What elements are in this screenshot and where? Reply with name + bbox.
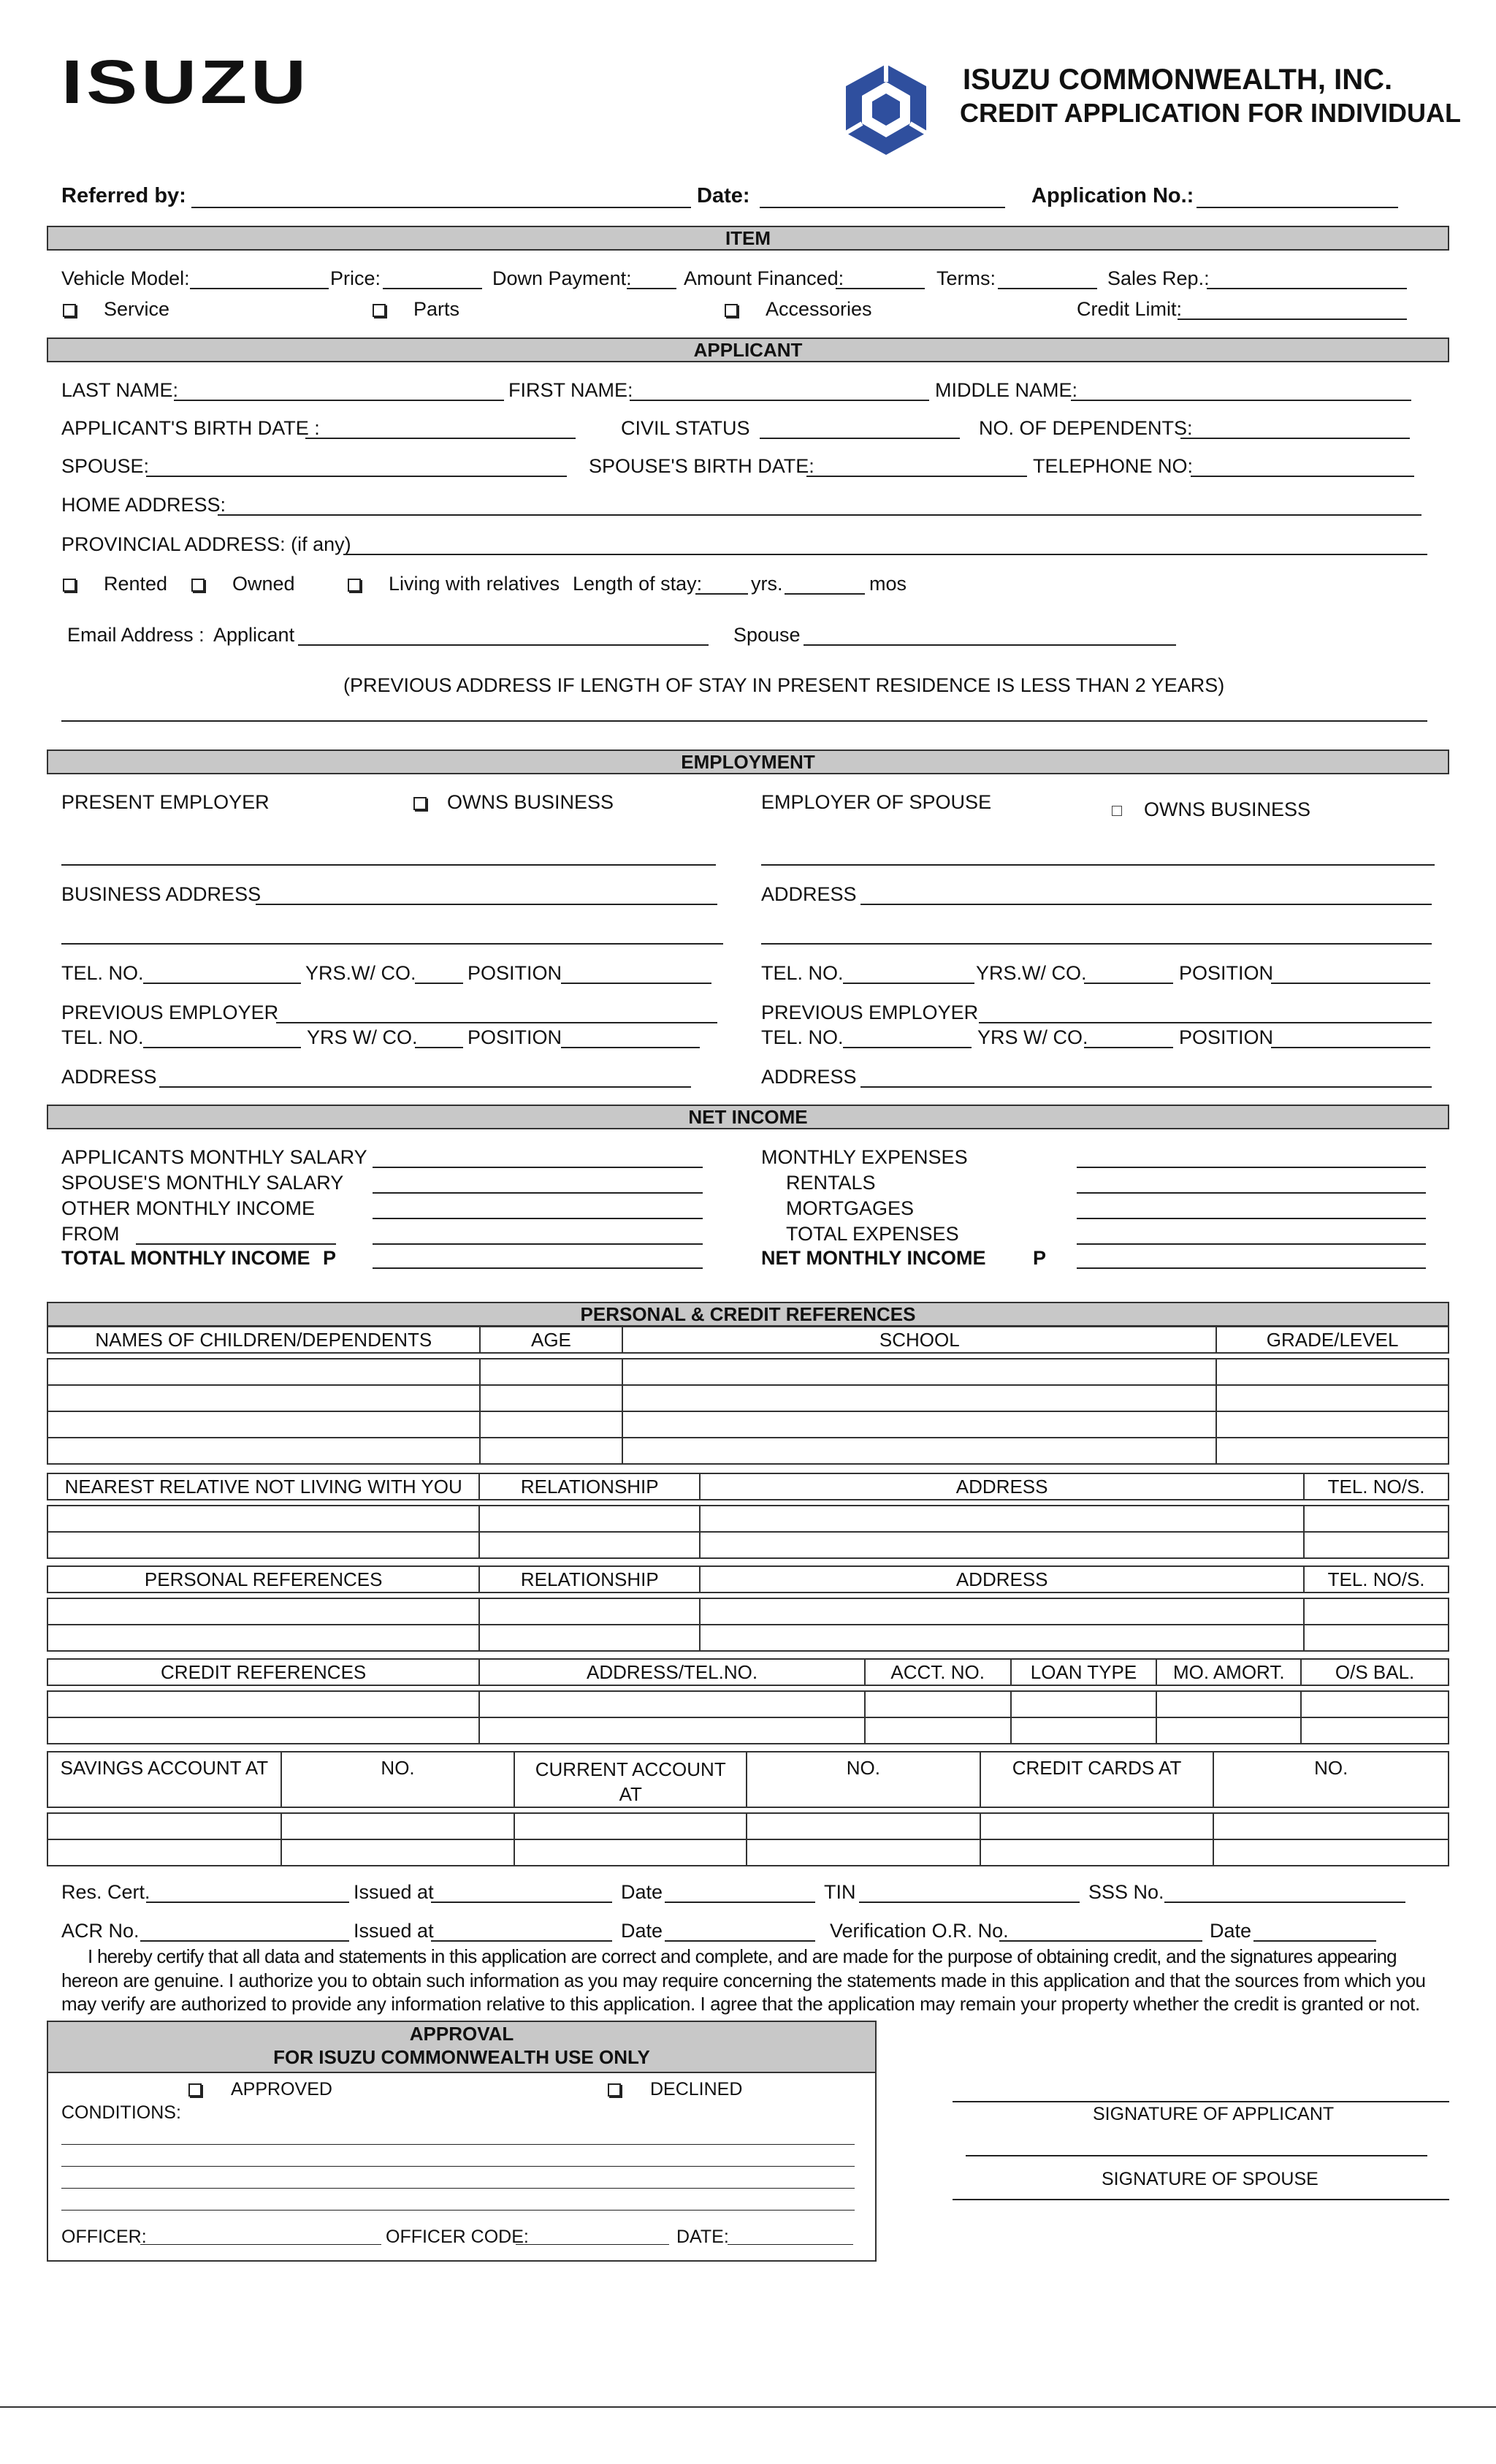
officer-field[interactable] — [140, 2244, 381, 2245]
rentals-field[interactable] — [1077, 1192, 1426, 1194]
table-row[interactable] — [47, 1598, 1449, 1625]
officer-code-label: OFFICER CODE: — [386, 2227, 529, 2247]
living-relatives-label: Living with relatives — [389, 573, 560, 595]
verification-date-field[interactable] — [1253, 1940, 1376, 1942]
business-address-field[interactable] — [256, 904, 717, 905]
col-school: SCHOOL — [622, 1327, 1216, 1353]
business-address-field-2[interactable] — [61, 943, 723, 945]
stay-months-field[interactable] — [785, 593, 865, 595]
prev-tel-no-field[interactable] — [143, 1047, 301, 1048]
rentals-label: RENTALS — [786, 1172, 876, 1194]
res-issued-at-field[interactable] — [431, 1902, 612, 1903]
spouse-prev-yrs-w-co-label: YRS W/ CO. — [977, 1026, 1088, 1048]
middle-name-field[interactable] — [1071, 400, 1411, 401]
personal-references-table — [47, 1565, 1449, 1652]
acr-label: ACR No. — [61, 1920, 140, 1942]
mortgages-field[interactable] — [1077, 1218, 1426, 1219]
col-mo-amort: MO. AMORT. — [1156, 1659, 1301, 1685]
accessories-label: Accessories — [766, 298, 872, 320]
referred-by-field[interactable] — [191, 207, 691, 208]
email-applicant-label: Applicant — [213, 624, 295, 646]
conditions-line-3[interactable] — [61, 2188, 855, 2189]
price-label: Price: — [330, 267, 381, 289]
table-header-row — [47, 1473, 1449, 1500]
living-relatives-option[interactable] — [348, 572, 560, 595]
res-cert-label: Res. Cert. — [61, 1881, 150, 1903]
spouse-employer-field[interactable] — [761, 864, 1435, 866]
col-address: ADDRESS — [700, 1473, 1304, 1500]
email-address-label: Email Address : — [67, 624, 205, 646]
net-income-currency: P — [1033, 1247, 1047, 1269]
res-cert-field[interactable] — [146, 1902, 349, 1903]
col-os-bal: O/S BAL. — [1301, 1659, 1449, 1685]
owns-business-option[interactable] — [413, 790, 614, 814]
col-tel-nos: TEL. NO/S. — [1304, 1566, 1449, 1593]
spouse-prev-yrs-w-co-field[interactable] — [1084, 1047, 1173, 1048]
col-age: AGE — [480, 1327, 623, 1353]
table-row[interactable] — [47, 1717, 1449, 1744]
spouse-address-field[interactable] — [860, 904, 1432, 905]
other-income-label: OTHER MONTHLY INCOME — [61, 1197, 316, 1219]
vehicle-model-label: Vehicle Model: — [61, 267, 190, 289]
owns-business-spouse-label: OWNS BUSINESS — [1144, 798, 1311, 820]
previous-employer-field[interactable] — [276, 1022, 717, 1023]
col-relationship: RELATIONSHIP — [479, 1473, 700, 1500]
email-spouse-label: Spouse — [733, 624, 801, 646]
declined-option[interactable] — [608, 2078, 742, 2101]
relative-table — [47, 1473, 1449, 1559]
acr-issued-at-label: Issued at — [354, 1920, 434, 1942]
spouse-prev-address-field[interactable] — [860, 1086, 1432, 1088]
prev-position-field[interactable] — [561, 1047, 700, 1048]
table-header-row — [47, 1566, 1449, 1593]
col-cards-no: NO. — [1213, 1752, 1449, 1807]
prev-yrs-w-co-field[interactable] — [415, 1047, 463, 1048]
section-applicant: APPLICANT — [47, 337, 1449, 362]
price-field[interactable] — [383, 288, 482, 289]
service-checkbox[interactable] — [63, 304, 76, 317]
service-option[interactable] — [63, 297, 169, 321]
rented-checkbox[interactable] — [63, 579, 76, 592]
spouse-birth-label: SPOUSE'S BIRTH DATE: — [589, 455, 814, 477]
spouse-position-field[interactable] — [1271, 983, 1430, 984]
spouse-tel-no-label: TEL. NO. — [761, 962, 844, 984]
spouse-prev-tel-no-field[interactable] — [843, 1047, 972, 1048]
spouse-prev-address-label: ADDRESS — [761, 1066, 857, 1088]
col-personal-references: PERSONAL REFERENCES — [47, 1566, 479, 1593]
spouse-position-label: POSITION — [1179, 962, 1274, 984]
living-relatives-checkbox[interactable] — [348, 579, 361, 592]
telephone-field[interactable] — [1191, 476, 1414, 477]
sss-label: SSS No. — [1088, 1881, 1164, 1903]
birth-date-field[interactable] — [305, 438, 576, 439]
spouse-previous-employer-field[interactable] — [979, 1022, 1432, 1023]
conditions-label: CONDITIONS: — [61, 2102, 181, 2123]
credit-limit-field[interactable] — [1178, 319, 1407, 320]
logo-text: ISUZU — [61, 47, 310, 116]
application-no-field[interactable] — [1197, 207, 1398, 208]
accounts-table — [47, 1751, 1449, 1866]
present-employer-label: PRESENT EMPLOYER — [61, 791, 270, 813]
spouse-previous-employer-label: PREVIOUS EMPLOYER — [761, 1002, 979, 1023]
credit-references-table — [47, 1658, 1449, 1744]
other-income-field[interactable] — [373, 1218, 703, 1219]
monthly-expenses-field[interactable] — [1077, 1167, 1426, 1168]
table-row[interactable] — [47, 1438, 1449, 1464]
table-row[interactable] — [47, 1359, 1449, 1385]
applicant-signature-label: SIGNATURE OF APPLICANT — [1093, 2104, 1335, 2124]
sss-field[interactable] — [1164, 1902, 1405, 1903]
stay-years-label: yrs. — [751, 573, 783, 595]
col-savings-account: SAVINGS ACCOUNT AT — [47, 1752, 281, 1807]
table-header-row — [47, 1659, 1449, 1685]
tin-label: TIN — [824, 1881, 856, 1903]
approval-header — [48, 2022, 875, 2073]
application-no-label: Application No.: — [1031, 184, 1194, 207]
table-header-row — [47, 1327, 1449, 1353]
employer-of-spouse-label: EMPLOYER OF SPOUSE — [761, 791, 992, 813]
terms-label: Terms: — [936, 267, 996, 289]
credit-limit-label: Credit Limit: — [1077, 298, 1183, 320]
acr-date-label: Date — [621, 1920, 663, 1942]
certification-line-3: may verify are authorized to provide any information relative to this application. I agree that the application may remain your property whether the credit is granted or not. — [61, 1993, 1420, 2015]
res-date-field[interactable] — [665, 1902, 815, 1903]
tel-no-label: TEL. NO. — [61, 962, 144, 984]
length-of-stay-label: Length of stay: — [573, 573, 703, 595]
prev-yrs-w-co-label: YRS W/ CO. — [307, 1026, 418, 1048]
footer-divider — [0, 2406, 1496, 2408]
spouse-signature-field[interactable] — [966, 2155, 1427, 2156]
home-address-label: HOME ADDRESS: — [61, 494, 226, 516]
owned-option[interactable] — [191, 572, 295, 595]
col-grade-level: GRADE/LEVEL — [1216, 1327, 1449, 1353]
previous-employer-label: PREVIOUS EMPLOYER — [61, 1002, 279, 1023]
spouse-field[interactable] — [146, 476, 567, 477]
spouse-prev-position-field[interactable] — [1271, 1047, 1430, 1048]
from-field[interactable] — [136, 1243, 336, 1245]
terms-field[interactable] — [998, 288, 1097, 289]
spouse-address-label: ADDRESS — [761, 883, 857, 905]
birth-date-label: APPLICANT'S BIRTH DATE : — [61, 417, 320, 439]
from-amount-field[interactable] — [373, 1243, 703, 1245]
down-payment-field[interactable] — [627, 288, 676, 289]
provincial-address-field[interactable] — [343, 554, 1427, 555]
col-current-no: NO. — [747, 1752, 980, 1807]
stay-years-field[interactable] — [695, 593, 748, 595]
present-employer-field[interactable] — [61, 864, 716, 866]
accessories-checkbox[interactable] — [725, 304, 738, 317]
last-name-label: LAST NAME: — [61, 379, 179, 401]
mortgages-label: MORTGAGES — [786, 1197, 915, 1219]
yrs-w-co-field[interactable] — [415, 983, 463, 984]
first-name-field[interactable] — [630, 400, 929, 401]
parts-label: Parts — [413, 298, 460, 320]
isuzu-emblem-icon — [839, 61, 934, 158]
net-income-field[interactable] — [1077, 1267, 1426, 1269]
sales-rep-label: Sales Rep.: — [1107, 267, 1210, 289]
prev-address-label: ADDRESS — [61, 1066, 157, 1088]
col-acct-no: ACCT. NO. — [865, 1659, 1011, 1685]
table-row[interactable] — [47, 1506, 1449, 1532]
table-row[interactable] — [47, 1532, 1449, 1558]
col-tel-nos: TEL. NO/S. — [1304, 1473, 1449, 1500]
owns-business-checkbox[interactable] — [413, 797, 427, 810]
sales-rep-field[interactable] — [1207, 288, 1407, 289]
owns-business-spouse-option[interactable] — [1112, 798, 1310, 821]
position-label: POSITION — [468, 962, 562, 984]
dependents-field[interactable] — [1180, 438, 1410, 439]
spouse-signature-label: SIGNATURE OF SPOUSE — [1102, 2169, 1318, 2189]
col-address-tel: ADDRESS/TEL.NO. — [479, 1659, 865, 1685]
tin-field[interactable] — [859, 1902, 1080, 1903]
approved-option[interactable] — [188, 2078, 332, 2101]
spouse-birth-field[interactable] — [806, 476, 1027, 477]
date-label: Date: — [697, 184, 750, 207]
previous-address-note: (PREVIOUS ADDRESS IF LENGTH OF STAY IN PRESENT RESIDENCE IS LESS THAN 2 YEARS) — [343, 674, 1225, 696]
home-address-field[interactable] — [218, 514, 1421, 516]
table-row[interactable] — [47, 1813, 1449, 1839]
spouse-label: SPOUSE: — [61, 455, 150, 477]
approval-subtitle: FOR ISUZU COMMONWEALTH USE ONLY — [273, 2046, 650, 2068]
res-issued-at-label: Issued at — [354, 1881, 434, 1903]
col-nearest-relative: NEAREST RELATIVE NOT LIVING WITH YOU — [47, 1473, 479, 1500]
col-credit-references: CREDIT REFERENCES — [47, 1659, 479, 1685]
declined-checkbox[interactable] — [608, 2083, 621, 2097]
spouse-signature-bottom-rule — [953, 2199, 1449, 2200]
service-label: Service — [104, 298, 170, 320]
provincial-address-label: PROVINCIAL ADDRESS: (if any) — [61, 533, 351, 555]
col-savings-no: NO. — [281, 1752, 515, 1807]
amount-financed-field[interactable] — [836, 288, 925, 289]
total-income-field[interactable] — [373, 1267, 703, 1269]
declined-label: DECLINED — [650, 2079, 743, 2099]
spouse-address-field-2[interactable] — [761, 943, 1432, 945]
down-payment-label: Down Payment: — [492, 267, 632, 289]
dependents-label: NO. OF DEPENDENTS: — [979, 417, 1193, 439]
verification-date-label: Date — [1210, 1920, 1252, 1942]
approved-checkbox[interactable] — [188, 2083, 202, 2097]
applicant-salary-field[interactable] — [373, 1167, 703, 1168]
col-children-names: NAMES OF CHILDREN/DEPENDENTS — [47, 1327, 480, 1353]
total-expenses-label: TOTAL EXPENSES — [786, 1223, 959, 1245]
parts-option[interactable] — [373, 297, 459, 321]
col-credit-cards: CREDIT CARDS AT — [980, 1752, 1214, 1807]
section-item: ITEM — [47, 226, 1449, 251]
acr-issued-at-field[interactable] — [431, 1940, 612, 1942]
officer-code-field[interactable] — [516, 2244, 669, 2245]
approval-date-field[interactable] — [728, 2244, 853, 2245]
approval-title: APPROVAL — [409, 2023, 514, 2045]
table-row[interactable] — [47, 1411, 1449, 1438]
verification-label: Verification O.R. No. — [830, 1920, 1009, 1942]
rented-label: Rented — [104, 573, 168, 595]
first-name-label: FIRST NAME: — [508, 379, 633, 401]
verification-field[interactable] — [999, 1940, 1202, 1942]
section-net-income: NET INCOME — [47, 1105, 1449, 1129]
owns-business-label: OWNS BUSINESS — [447, 791, 614, 813]
parts-checkbox[interactable] — [373, 304, 386, 317]
prev-address-field[interactable] — [159, 1086, 691, 1088]
amount-financed-label: Amount Financed: — [684, 267, 844, 289]
owns-business-spouse-checkbox[interactable] — [1112, 806, 1122, 816]
email-spouse-field[interactable] — [804, 644, 1176, 646]
conditions-line-4[interactable] — [61, 2210, 855, 2211]
middle-name-label: MIDDLE NAME: — [935, 379, 1078, 401]
res-date-label: Date — [621, 1881, 663, 1903]
certification-line-2: hereon are genuine. I authorize you to obtain such information as you may require concerning the statements made in this application and that the sources from which you — [61, 1969, 1426, 1991]
net-income-label: NET MONTHLY INCOME — [761, 1247, 986, 1269]
civil-status-field[interactable] — [760, 438, 960, 439]
total-income-currency: P — [323, 1247, 337, 1269]
owned-checkbox[interactable] — [191, 579, 205, 592]
section-references: PERSONAL & CREDIT REFERENCES — [47, 1302, 1449, 1327]
col-loan-type: LOAN TYPE — [1011, 1659, 1157, 1685]
prev-position-label: POSITION — [468, 1026, 562, 1048]
total-expenses-field[interactable] — [1077, 1243, 1426, 1245]
table-row[interactable] — [47, 1691, 1449, 1717]
last-name-field[interactable] — [174, 400, 504, 401]
acr-date-field[interactable] — [665, 1940, 815, 1942]
yrs-w-co-label: YRS.W/ CO. — [305, 962, 416, 984]
business-address-label: BUSINESS ADDRESS — [61, 883, 262, 905]
spouse-yrs-w-co-label: YRS.W/ CO. — [976, 962, 1087, 984]
conditions-line-1[interactable] — [61, 2144, 855, 2145]
prev-tel-no-label: TEL. NO. — [61, 1026, 144, 1048]
children-table — [47, 1326, 1449, 1465]
monthly-expenses-label: MONTHLY EXPENSES — [761, 1146, 968, 1168]
rented-option[interactable] — [63, 572, 167, 595]
col-relationship: RELATIONSHIP — [479, 1566, 700, 1593]
previous-address-field[interactable] — [61, 720, 1427, 722]
approved-label: APPROVED — [231, 2079, 332, 2099]
col-current-account: CURRENT ACCOUNT AT — [514, 1752, 747, 1807]
table-row[interactable] — [47, 1839, 1449, 1866]
applicant-salary-label: APPLICANTS MONTHLY SALARY — [61, 1146, 367, 1168]
conditions-line-2[interactable] — [61, 2166, 855, 2167]
from-label: FROM — [61, 1223, 120, 1245]
company-name: ISUZU COMMONWEALTH, INC. — [963, 64, 1393, 96]
table-row[interactable] — [47, 1385, 1449, 1411]
total-income-label: TOTAL MONTHLY INCOME — [61, 1247, 310, 1269]
position-field[interactable] — [561, 983, 711, 984]
referred-by-label: Referred by: — [61, 184, 186, 207]
spouse-prev-tel-no-label: TEL. NO. — [761, 1026, 844, 1048]
accessories-option[interactable] — [725, 297, 872, 321]
vehicle-model-field[interactable] — [190, 288, 329, 289]
tel-no-field[interactable] — [143, 983, 301, 984]
col-address: ADDRESS — [700, 1566, 1304, 1593]
spouse-yrs-w-co-field[interactable] — [1084, 983, 1173, 984]
date-field[interactable] — [760, 207, 1005, 208]
spouse-tel-no-field[interactable] — [843, 983, 974, 984]
isuzu-logo — [61, 47, 310, 116]
spouse-salary-label: SPOUSE'S MONTHLY SALARY — [61, 1172, 344, 1194]
certification-line-1: I hereby certify that all data and statements in this application are correct and complete, and are made for the purpose of obtaining credit, and the signatures appearing — [88, 1945, 1397, 1967]
table-row[interactable] — [47, 1625, 1449, 1651]
stay-months-label: mos — [869, 573, 907, 595]
form-title: CREDIT APPLICATION FOR INDIVIDUAL — [960, 98, 1461, 128]
approval-date-label: DATE: — [676, 2227, 729, 2247]
spouse-prev-position-label: POSITION — [1179, 1026, 1274, 1048]
civil-status-label: CIVIL STATUS — [621, 417, 750, 439]
telephone-label: TELEPHONE NO: — [1033, 455, 1194, 477]
owned-label: Owned — [232, 573, 295, 595]
table-header-row — [47, 1752, 1449, 1807]
email-applicant-field[interactable] — [298, 644, 709, 646]
spouse-salary-field[interactable] — [373, 1192, 703, 1194]
section-employment: EMPLOYMENT — [47, 750, 1449, 774]
acr-field[interactable] — [140, 1940, 349, 1942]
officer-label: OFFICER: — [61, 2227, 147, 2247]
